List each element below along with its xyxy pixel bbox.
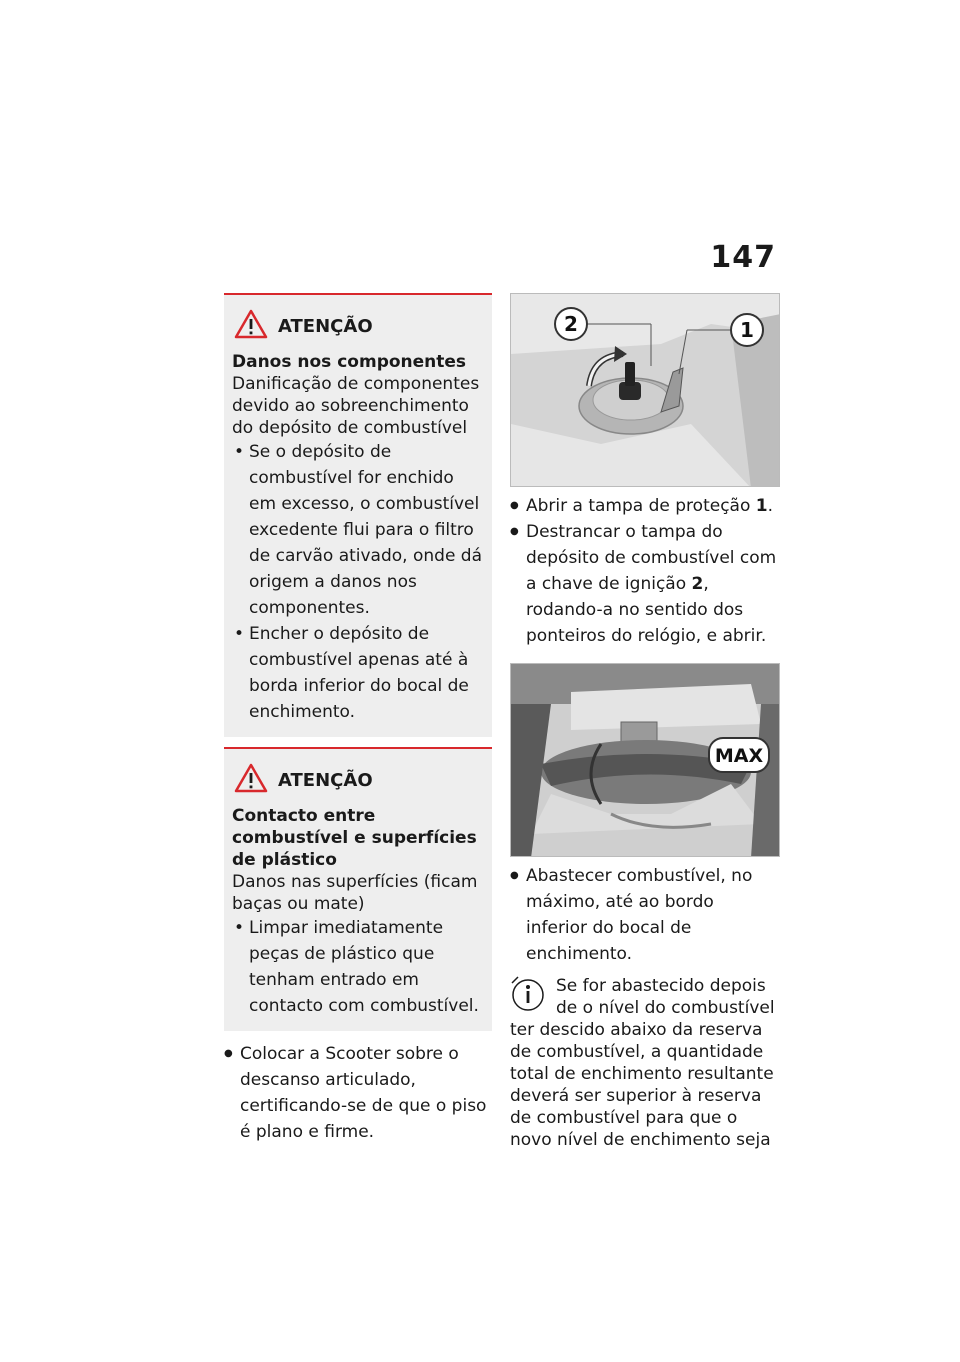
warning-box-overfill bbox=[224, 293, 492, 737]
fuel-cap-figure bbox=[510, 293, 780, 487]
step-unlock-cap bbox=[510, 519, 780, 649]
reference-number: 1 bbox=[755, 496, 768, 516]
info-icon bbox=[510, 975, 548, 1017]
step-text: . bbox=[767, 496, 774, 516]
left-steps bbox=[224, 1041, 492, 1145]
step-open-cover bbox=[510, 493, 780, 519]
warning-triangle-icon bbox=[234, 763, 268, 797]
warning-list-item: • Se o depósito de combustível for enchido em excesso, o combustível excedente flui para o filtro de carvão ativado, onde dá origem a danos nos componentes. bbox=[232, 439, 484, 621]
warning-title: ATENÇÃO bbox=[278, 315, 373, 337]
warning-list bbox=[232, 439, 484, 725]
step-refuel: ● Abastecer combustível, no máximo, até ao bordo inferior do bocal de enchimento. bbox=[510, 863, 780, 967]
step-stand-scooter: ● Colocar a Scooter sobre o descanso articulado, certificando-se de que o piso é plano e firme. bbox=[224, 1041, 492, 1145]
warning-list-item: • Limpar imediatamente peças de plástico que tenham entrado em contacto com combustível. bbox=[232, 915, 484, 1019]
fill-steps bbox=[510, 863, 780, 967]
left-column bbox=[224, 293, 492, 1145]
info-note bbox=[510, 975, 780, 1151]
page-number: 147 bbox=[710, 240, 776, 275]
warning-header bbox=[232, 763, 484, 797]
warning-text: Danificação de componentes devido ao sobreenchimento do depósito de combustível bbox=[232, 374, 480, 438]
step-text: Abrir a tampa de proteção bbox=[526, 496, 756, 516]
step-text: Destrancar o tampa do depósito de combustível com a chave de ignição bbox=[526, 522, 777, 594]
warning-text: Danos nas superfícies (ficam baças ou mate) bbox=[232, 872, 478, 914]
info-first-text: Se for abastecido depois de o nível do combustível bbox=[556, 976, 775, 1018]
warning-title: ATENÇÃO bbox=[278, 769, 373, 791]
info-rest-text: ter descido abaixo da reserva de combustível, a quantidade total de enchimento resultante deverá ser superior à reserva de combustível para que o novo nível de enchimento seja bbox=[510, 1020, 774, 1150]
figure-label-1: 1 bbox=[740, 318, 754, 342]
right-steps bbox=[510, 493, 780, 649]
step-text: , rodando-a no sentido dos ponteiros do relógio, e abrir. bbox=[526, 574, 767, 646]
figure-max-label: MAX bbox=[714, 745, 764, 767]
fuel-max-figure bbox=[510, 663, 780, 857]
warning-list bbox=[232, 915, 484, 1019]
warning-triangle-icon bbox=[234, 309, 268, 343]
warning-heading: Danos nos componentes bbox=[232, 352, 467, 372]
warning-heading: Contacto entre combustível e superfícies de plástico bbox=[232, 806, 477, 870]
warning-box-plastic bbox=[224, 747, 492, 1031]
figure-label-2: 2 bbox=[564, 312, 578, 336]
reference-number: 2 bbox=[691, 574, 704, 594]
right-column bbox=[510, 293, 780, 1151]
warning-list-item: • Encher o depósito de combustível apenas até à borda inferior do bocal de enchimento. bbox=[232, 621, 484, 725]
info-top bbox=[510, 975, 780, 1019]
warning-header bbox=[232, 309, 484, 343]
